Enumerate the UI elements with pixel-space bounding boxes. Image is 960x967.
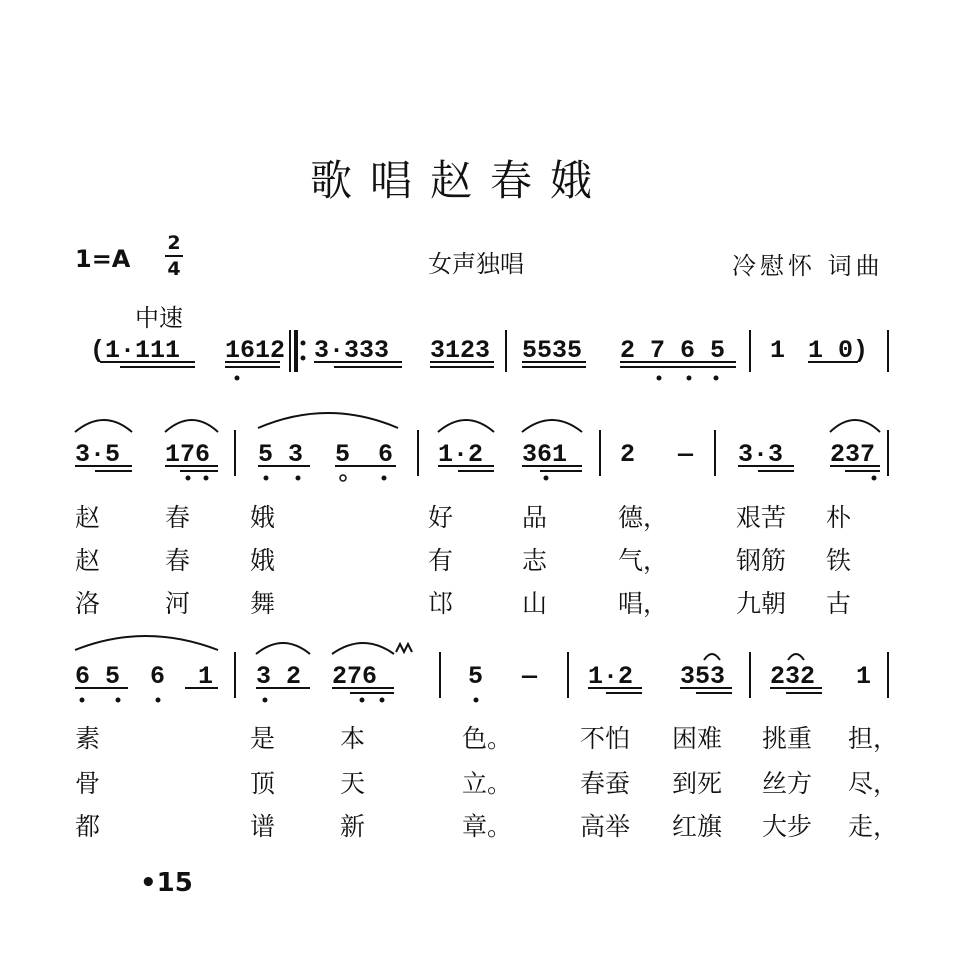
note-group: 232 bbox=[770, 662, 816, 691]
lyric: 章。 bbox=[462, 812, 513, 841]
lyric: 气， bbox=[618, 546, 669, 575]
lyric: 有 bbox=[428, 546, 454, 575]
dot bbox=[872, 476, 877, 481]
lyric: 到死 bbox=[672, 769, 723, 798]
note-group: 6 bbox=[150, 662, 166, 691]
note-group: 6 5 bbox=[75, 662, 121, 691]
lyric: 新 bbox=[340, 812, 366, 841]
note-group: 2 7 6 5 bbox=[620, 336, 726, 365]
key-signature: 1=A bbox=[75, 245, 131, 273]
lyric: 是 bbox=[250, 724, 276, 753]
lyric: 走， bbox=[848, 812, 899, 841]
dot bbox=[186, 476, 191, 481]
lyric: 谱 bbox=[250, 812, 276, 841]
dot bbox=[296, 476, 301, 481]
lyric: 艰苦 bbox=[736, 503, 787, 532]
dot bbox=[204, 476, 209, 481]
slur bbox=[788, 654, 804, 660]
note-group: 3·5 bbox=[75, 440, 121, 469]
note-group: 1 bbox=[198, 662, 214, 691]
note-group: 1·2 bbox=[438, 440, 484, 469]
tempo-marking: 中速 bbox=[135, 304, 183, 332]
lyric: 赵 bbox=[75, 503, 101, 532]
time-signature-top: 2 bbox=[167, 232, 181, 254]
dot bbox=[156, 698, 161, 703]
lyric: 挑重 bbox=[762, 724, 813, 753]
lyric: 九朝 bbox=[736, 589, 787, 618]
lyric: 品 bbox=[522, 503, 548, 532]
note-group: 276 bbox=[332, 662, 378, 691]
performance-type: 女声独唱 bbox=[428, 250, 524, 278]
author-credit: 冷慰怀 词曲 bbox=[732, 252, 884, 280]
slur bbox=[258, 413, 398, 428]
lyric: 志 bbox=[522, 546, 548, 575]
lyric: 邙 bbox=[428, 589, 454, 618]
note-group: 1 bbox=[770, 336, 786, 365]
lyric: 骨 bbox=[75, 769, 101, 798]
note-group: 3·3 bbox=[738, 440, 784, 469]
lyric: 德， bbox=[618, 503, 669, 532]
note-group: 5 bbox=[468, 662, 484, 691]
lyric: 尽， bbox=[848, 769, 899, 798]
lyric: 困难 bbox=[672, 724, 723, 753]
slur bbox=[75, 636, 218, 650]
note-group: — bbox=[522, 662, 538, 691]
lyric: 春 bbox=[165, 546, 191, 575]
slur bbox=[75, 420, 132, 432]
lyric: 山 bbox=[522, 589, 548, 618]
note-group: 1 bbox=[856, 662, 872, 691]
time-signature-bottom: 4 bbox=[167, 258, 181, 280]
lyric: 立。 bbox=[462, 769, 513, 798]
note-group: 1 0) bbox=[808, 336, 869, 365]
lyric: 钢筋 bbox=[736, 546, 787, 575]
note-group: 2 bbox=[620, 440, 636, 469]
lyric: 春蚕 bbox=[580, 769, 631, 798]
note-group: (1·111 bbox=[90, 336, 181, 365]
dot bbox=[264, 476, 269, 481]
lyric: 红旗 bbox=[672, 812, 723, 841]
lyric: 天 bbox=[340, 769, 366, 798]
trill bbox=[396, 644, 412, 652]
dot bbox=[116, 698, 121, 703]
lyric: 都 bbox=[75, 812, 101, 841]
slur bbox=[332, 643, 394, 654]
dot bbox=[382, 476, 387, 481]
note-group: 353 bbox=[680, 662, 726, 691]
lyric: 古 bbox=[826, 589, 852, 618]
dot bbox=[263, 698, 268, 703]
dot bbox=[657, 376, 662, 381]
lyric: 好 bbox=[428, 503, 454, 532]
dot bbox=[80, 698, 85, 703]
lyric: 河 bbox=[165, 589, 191, 618]
lyric: 不怕 bbox=[580, 724, 631, 753]
dot bbox=[544, 476, 549, 481]
song-title: 歌唱赵春娥 bbox=[310, 156, 611, 205]
lyric: 丝方 bbox=[762, 769, 813, 798]
page-number: •15 bbox=[140, 868, 193, 898]
lyric: 高举 bbox=[580, 812, 631, 841]
note-group: 5535 bbox=[522, 336, 583, 365]
lyric: 素 bbox=[75, 724, 101, 753]
lyric: 舞 bbox=[250, 589, 276, 618]
note-group: 3 2 bbox=[256, 662, 302, 691]
lyric: 娥 bbox=[250, 546, 276, 575]
slur bbox=[704, 654, 720, 660]
repeat-dot bbox=[301, 356, 306, 361]
slur bbox=[256, 643, 310, 654]
lyric: 朴 bbox=[826, 503, 852, 532]
note-group: 6 bbox=[378, 440, 394, 469]
lyric: 顶 bbox=[250, 769, 276, 798]
lyric: 娥 bbox=[250, 503, 276, 532]
dot bbox=[714, 376, 719, 381]
lyric: 唱， bbox=[618, 589, 669, 618]
dot bbox=[687, 376, 692, 381]
note-group: 361 bbox=[522, 440, 568, 469]
note-group: 1612 bbox=[225, 336, 286, 365]
lyric: 本 bbox=[340, 724, 366, 753]
lyric: 铁 bbox=[826, 546, 852, 575]
note-group: 3·333 bbox=[314, 336, 390, 365]
note-group: 5 bbox=[335, 440, 351, 469]
note-group: 237 bbox=[830, 440, 876, 469]
lyric: 赵 bbox=[75, 546, 101, 575]
slur bbox=[830, 420, 880, 432]
slur bbox=[438, 420, 494, 432]
dot bbox=[474, 698, 479, 703]
lyric: 大步 bbox=[762, 812, 813, 841]
lyric: 洛 bbox=[75, 589, 101, 618]
note-group: 5 3 bbox=[258, 440, 304, 469]
dot bbox=[235, 376, 240, 381]
lyric: 色。 bbox=[462, 724, 513, 753]
note-group: 1·2 bbox=[588, 662, 634, 691]
dot bbox=[380, 698, 385, 703]
note-group: — bbox=[678, 440, 694, 469]
repeat-dot bbox=[301, 341, 306, 346]
lyric: 担， bbox=[848, 724, 899, 753]
lyric: 春 bbox=[165, 503, 191, 532]
slur bbox=[522, 420, 582, 432]
hollow-dot bbox=[340, 475, 346, 481]
note-group: 3123 bbox=[430, 336, 491, 365]
note-group: 176 bbox=[165, 440, 211, 469]
dot bbox=[360, 698, 365, 703]
slur bbox=[165, 420, 218, 432]
